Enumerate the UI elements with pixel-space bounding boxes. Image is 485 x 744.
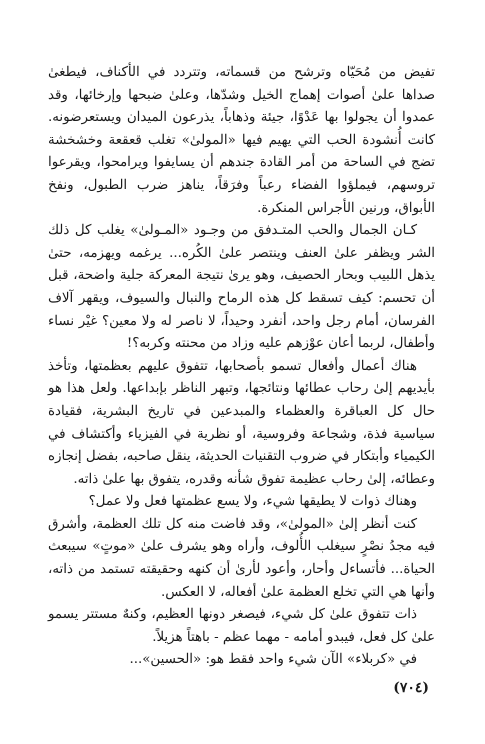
- paragraph-4: وهناك ذوات لا يطيقها شيء، ولا يسع عظمتها فعل ولا عمل؟: [88, 494, 417, 510]
- body-text: [48, 62, 435, 672]
- paragraph-3: هناك أعمال وأفعال تسمو بأصحابها، تتفوق عليهم بعظمتها، وتأخذ بأيديهم إلىٰ رحاب عطائها ونتائجها، وتبهر الناظر بإبداعها. ولعل هذا هو حال كل العباقرة والعظماء والمبدعين في تاريخ البشرية، فقيادة سياسية فذة، وشجاعة وفروسية، أو نظرية في الفيزياء وأكتشاف في الكيمياء وأبتكار في ضروب التقنيات الحديثة، ينقل صاحبه، بفضل إنجازه وعطائه، إلىٰ رحاب عظيمة تفوق شأنه وقدره، يتفوق بها علىٰ ذاته.: [48, 358, 435, 487]
- paragraph-5: كنت أنظر إلىٰ «المولىٰ»، وقد فاضت منه كل تلك العظمة، وأشرق فيه مجدُ نصْرٍ سيغلب الأُلوف، وأراه وهو يشرف علىٰ «موتٍ» سيبعث الحياة... فأتساءل وأحار، وأعود لأرىٰ أن كنهه وحقيقته تستمد من ذاته، وأنها هي التي تخلع العظمة علىٰ أفعاله، لا العكس.: [48, 516, 435, 600]
- paragraph-7: في «كربلاء» الآن شيء واحد فقط هو: «الحسين»...: [129, 652, 417, 668]
- paragraph-1: تفيض من مُحَيّاه وترشح من قسماته، وتتردد في الأكناف، فيطغىٰ صداها علىٰ أصوات إهماج الخيل وشدّها، وعلىٰ ضبحها وإرخائها، وقد عمدوا أن يجولوا بها عَدْوًا، جيئة وذهاباً، يذرعون الميدان ويستعرضونه. كانت أُنشودة الحب التي يهيم فيها «المولىٰ» تغلب قعقعة وخشخشة تضج في الساحة من أمر القادة جندهم أن يسايفوا ويرامحوا، ويقرعوا تروسهم، فيملؤوا الفضاء رعباً وفرَقاً، يناهز ضرب الطبول، ونفخ الأبواق، ورنين الأجراس المنكرة.: [48, 65, 435, 216]
- page-number: (٧٠٤): [393, 680, 429, 696]
- paragraph-6: ذات تتفوق علىٰ كل شيء، فيصغر دونها العظيم، وكنهٌ مستتر يسمو علىٰ كل فعل، فيبدو أمامه - مهما عظم - باهتاً هزيلاً.: [48, 607, 435, 645]
- paragraph-2: كـان الجمال والحب المتـدفق من وجـود «المـولىٰ» يغلب كل ذلك الشر ويظفر علىٰ العنف وينتصر علىٰ الكُره... يرغمه ويهزمه، حتىٰ يذهل اللبيب وبحار الحصيف، وهو يرىٰ نتيجة المعركة جلية واضحة، قبل أن تحسم: كيف تسقط كل هذه الرماح والنبال والسيوف، ويقهر آلاف الفرسان، أمام رجل واحد، أنفرد وحيداً، لا ناصر له ولا معين؟ غيْر نساء وأطفال، لربما أعان عوْزهم عليه وزاد من محنته وكربه؟!: [48, 223, 435, 352]
